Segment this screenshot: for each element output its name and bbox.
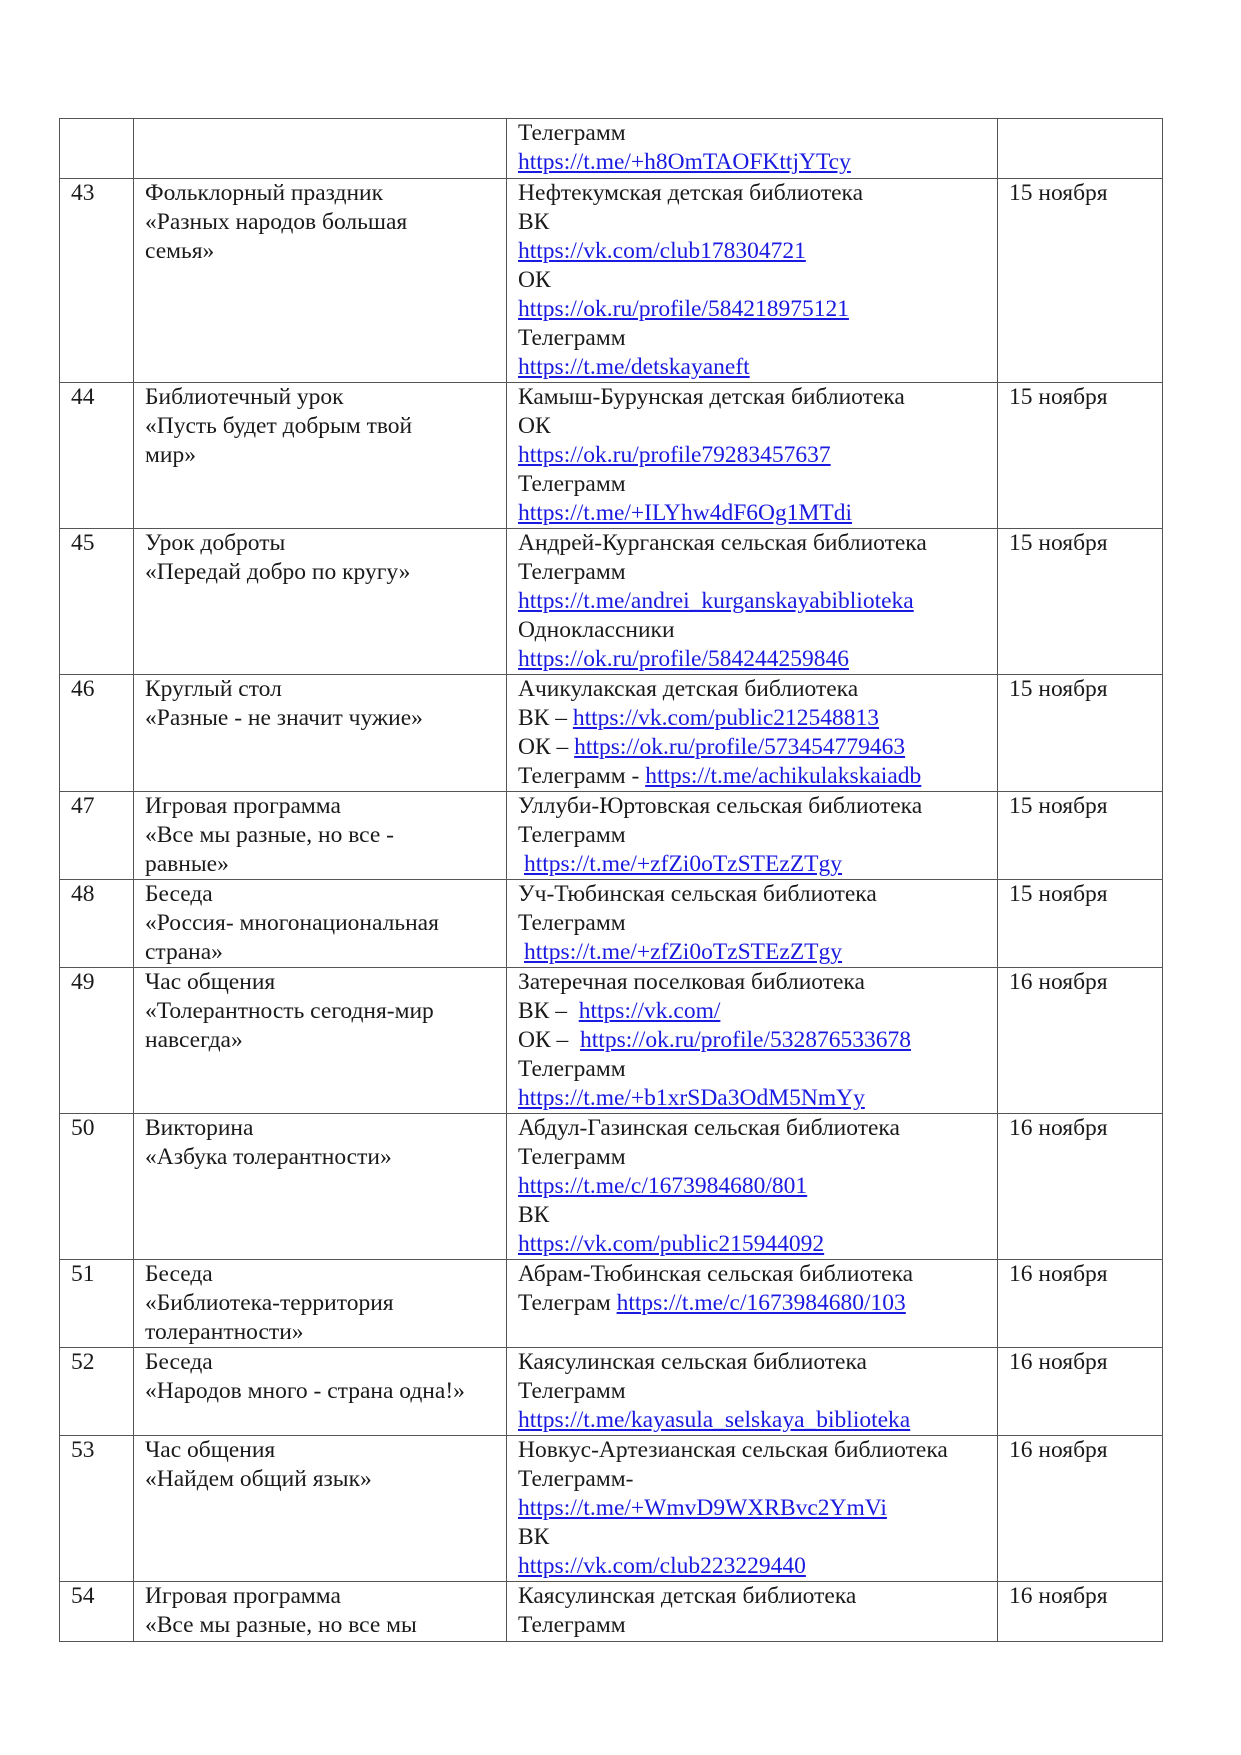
venue-line bbox=[518, 1377, 993, 1406]
social-link[interactable]: https://vk.com/ bbox=[578, 998, 721, 1024]
venue-line bbox=[518, 997, 993, 1026]
venue-line bbox=[518, 1289, 993, 1318]
venue-line bbox=[518, 1260, 993, 1289]
venue-line bbox=[518, 938, 993, 967]
venue-cell bbox=[507, 968, 998, 1114]
social-link[interactable]: https://vk.com/public212548813 bbox=[572, 705, 880, 731]
venue-cell bbox=[507, 529, 998, 675]
venue-line bbox=[518, 383, 993, 412]
event-date: 16 ноября bbox=[998, 1348, 1163, 1436]
venue-line bbox=[518, 1494, 993, 1523]
event-text-line: «Россия- многонациональная bbox=[145, 910, 439, 936]
venue-line bbox=[518, 762, 993, 791]
venue-line bbox=[518, 821, 993, 850]
link-prefix-label: Телеграмм - bbox=[518, 763, 646, 789]
venue-line bbox=[518, 1406, 993, 1435]
event-text-line: Беседа bbox=[145, 1261, 213, 1287]
social-link[interactable]: https://ok.ru/profile/532876533678 bbox=[580, 1027, 911, 1053]
venue-text: Одноклассники bbox=[518, 617, 675, 643]
event-cell bbox=[134, 383, 507, 529]
venue-text: Камыш-Бурунская детская библиотека bbox=[518, 384, 905, 410]
event-text-line: навсегда» bbox=[145, 1027, 243, 1053]
event-text-line: «Найдем общий язык» bbox=[145, 1466, 372, 1492]
event-text-line: мир» bbox=[145, 442, 196, 468]
event-text-line: «Библиотека-территория bbox=[145, 1290, 394, 1316]
table-row bbox=[60, 968, 1163, 1114]
venue-line bbox=[518, 441, 993, 470]
event-text-line: «Все мы разные, но все мы bbox=[145, 1612, 417, 1638]
row-number bbox=[60, 119, 134, 179]
social-link[interactable]: https://t.me/+ILYhw4dF6Og1MTdi bbox=[518, 500, 853, 526]
venue-cell bbox=[507, 792, 998, 880]
social-link[interactable]: https://ok.ru/profile/584244259846 bbox=[518, 646, 849, 672]
table-row bbox=[60, 383, 1163, 529]
venue-line bbox=[518, 1552, 993, 1581]
event-text-line: Фольклорный праздник bbox=[145, 180, 384, 206]
venue-text: Андрей-Курганская сельская библиотека bbox=[518, 530, 927, 556]
event-cell bbox=[134, 1260, 507, 1348]
table-row bbox=[60, 880, 1163, 968]
social-link[interactable]: https://t.me/achikulakskaiadb bbox=[645, 763, 922, 789]
venue-cell bbox=[507, 1348, 998, 1436]
venue-line bbox=[518, 1436, 993, 1465]
venue-line bbox=[518, 208, 993, 237]
social-link[interactable]: https://t.me/c/1673984680/801 bbox=[518, 1173, 808, 1199]
event-date: 15 ноября bbox=[998, 880, 1163, 968]
row-number: 44 bbox=[60, 383, 134, 529]
event-date: 16 ноября bbox=[998, 1260, 1163, 1348]
venue-cell bbox=[507, 119, 998, 179]
row-number: 53 bbox=[60, 1436, 134, 1582]
venue-text: Затеречная поселковая библиотека bbox=[518, 969, 865, 995]
events-table-body bbox=[60, 119, 1163, 1642]
venue-line bbox=[518, 880, 993, 909]
event-text-line: «Разных народов большая bbox=[145, 209, 408, 235]
events-table bbox=[59, 118, 1163, 1642]
link-prefix-label: Телеграм bbox=[518, 1290, 617, 1316]
venue-text: Телеграмм- bbox=[518, 1466, 634, 1492]
table-row bbox=[60, 675, 1163, 792]
venue-line bbox=[518, 1026, 993, 1055]
venue-text: Телеграмм bbox=[518, 1144, 626, 1170]
social-link[interactable]: https://t.me/+WmvD9WXRBvc2YmVi bbox=[518, 1495, 887, 1521]
venue-text: Телеграмм bbox=[518, 1612, 626, 1638]
event-text-line: «Народов много - страна одна!» bbox=[145, 1378, 465, 1404]
table-row bbox=[60, 1582, 1163, 1642]
event-cell bbox=[134, 968, 507, 1114]
event-text-line: страна» bbox=[145, 939, 223, 965]
event-date: 15 ноября bbox=[998, 675, 1163, 792]
link-prefix-label: ВК – bbox=[518, 705, 573, 731]
table-row bbox=[60, 792, 1163, 880]
venue-text: ВК bbox=[518, 1524, 550, 1550]
venue-line bbox=[518, 1348, 993, 1377]
venue-line bbox=[518, 968, 993, 997]
venue-text: Нефтекумская детская библиотека bbox=[518, 180, 864, 206]
event-cell bbox=[134, 792, 507, 880]
event-date: 16 ноября bbox=[998, 1114, 1163, 1260]
event-text-line: Игровая программа bbox=[145, 793, 341, 819]
venue-line bbox=[518, 675, 993, 704]
venue-text: Уч-Тюбинская сельская библиотека bbox=[518, 881, 877, 907]
social-link[interactable]: https://ok.ru/profile/573454779463 bbox=[574, 734, 906, 760]
row-number: 54 bbox=[60, 1582, 134, 1642]
venue-line bbox=[518, 587, 993, 616]
venue-line bbox=[518, 412, 993, 441]
venue-line bbox=[518, 1230, 993, 1259]
link-prefix-label: ОК – bbox=[518, 734, 575, 760]
venue-text: ВК bbox=[518, 209, 550, 235]
venue-cell bbox=[507, 1260, 998, 1348]
venue-text: Телеграмм bbox=[518, 1378, 626, 1404]
venue-line bbox=[518, 237, 993, 266]
event-text-line: «Азбука толерантности» bbox=[145, 1144, 392, 1170]
event-text-line: Час общения bbox=[145, 1437, 276, 1463]
venue-line bbox=[518, 733, 993, 762]
social-link[interactable]: https://t.me/+h8OmTAOFKttjYTcy bbox=[518, 149, 851, 175]
venue-text: ОК bbox=[518, 267, 551, 293]
social-link[interactable]: https://vk.com/club223229440 bbox=[518, 1553, 806, 1579]
table-row bbox=[60, 119, 1163, 179]
venue-cell bbox=[507, 383, 998, 529]
event-date: 15 ноября bbox=[998, 179, 1163, 383]
venue-cell bbox=[507, 1436, 998, 1582]
venue-text: Абрам-Тюбинская сельская библиотека bbox=[518, 1261, 914, 1287]
event-text-line: Игровая программа bbox=[145, 1583, 341, 1609]
venue-text: Уллуби-Юртовская сельская библиотека bbox=[518, 793, 923, 819]
event-date: 15 ноября bbox=[998, 792, 1163, 880]
venue-line bbox=[518, 295, 993, 324]
social-link[interactable]: https://ok.ru/profile79283457637 bbox=[518, 442, 831, 468]
social-link[interactable]: https://t.me/+b1xrSDa3OdM5NmYy bbox=[518, 1085, 865, 1111]
social-link[interactable]: https://vk.com/club178304721 bbox=[518, 238, 806, 264]
venue-line bbox=[518, 529, 993, 558]
event-date: 16 ноября bbox=[998, 1436, 1163, 1582]
venue-line bbox=[518, 179, 993, 208]
social-link[interactable]: https://ok.ru/profile/584218975121 bbox=[518, 296, 849, 322]
event-text-line: «Толерантность сегодня-мир bbox=[145, 998, 434, 1024]
event-text-line: Беседа bbox=[145, 881, 213, 907]
row-number: 45 bbox=[60, 529, 134, 675]
venue-text: Каясулинская детская библиотека bbox=[518, 1583, 857, 1609]
event-date: 15 ноября bbox=[998, 383, 1163, 529]
event-text-line: семья» bbox=[145, 238, 215, 264]
venue-line bbox=[518, 1465, 993, 1494]
link-prefix-label: ВК – bbox=[518, 998, 579, 1024]
venue-text: ОК bbox=[518, 413, 551, 439]
event-cell bbox=[134, 1348, 507, 1436]
venue-line bbox=[518, 1172, 993, 1201]
venue-text: Телеграмм bbox=[518, 471, 626, 497]
social-link[interactable]: https://vk.com/public215944092 bbox=[518, 1231, 825, 1257]
venue-text: Телеграмм bbox=[518, 120, 626, 146]
row-number: 43 bbox=[60, 179, 134, 383]
event-cell bbox=[134, 179, 507, 383]
venue-line bbox=[518, 558, 993, 587]
event-text-line: Беседа bbox=[145, 1349, 213, 1375]
social-link[interactable]: https://t.me/+zfZi0oTzSTEzZTgy bbox=[524, 939, 843, 965]
venue-line bbox=[518, 1143, 993, 1172]
event-cell bbox=[134, 1114, 507, 1260]
event-text-line: «Передай добро по кругу» bbox=[145, 559, 411, 585]
row-number: 50 bbox=[60, 1114, 134, 1260]
row-number: 47 bbox=[60, 792, 134, 880]
venue-cell bbox=[507, 675, 998, 792]
event-text-line: Библиотечный урок bbox=[145, 384, 344, 410]
table-row bbox=[60, 179, 1163, 383]
venue-line bbox=[518, 266, 993, 295]
social-link[interactable]: https://t.me/+zfZi0oTzSTEzZTgy bbox=[524, 851, 843, 877]
event-date: 16 ноября bbox=[998, 968, 1163, 1114]
event-date: 15 ноября bbox=[998, 529, 1163, 675]
venue-line bbox=[518, 324, 993, 353]
venue-text: ВК bbox=[518, 1202, 550, 1228]
venue-text: Телеграмм bbox=[518, 559, 626, 585]
venue-line bbox=[518, 909, 993, 938]
table-row bbox=[60, 1114, 1163, 1260]
social-link[interactable]: https://t.me/detskayaneft bbox=[518, 354, 750, 380]
venue-line bbox=[518, 1114, 993, 1143]
venue-line bbox=[518, 1201, 993, 1230]
venue-line bbox=[518, 353, 993, 382]
venue-cell bbox=[507, 880, 998, 968]
event-text-line: равные» bbox=[145, 851, 229, 877]
venue-line bbox=[518, 792, 993, 821]
event-text-line: Урок доброты bbox=[145, 530, 286, 556]
venue-text: Новкус-Артезианская сельская библиотека bbox=[518, 1437, 948, 1463]
venue-line bbox=[518, 616, 993, 645]
venue-cell bbox=[507, 1114, 998, 1260]
event-text-line: Круглый стол bbox=[145, 676, 282, 702]
row-number: 49 bbox=[60, 968, 134, 1114]
venue-cell bbox=[507, 1582, 998, 1642]
event-text-line: «Пусть будет добрым твой bbox=[145, 413, 413, 439]
event-text-line: Час общения bbox=[145, 969, 276, 995]
event-cell bbox=[134, 1582, 507, 1642]
event-date: 16 ноября bbox=[998, 1582, 1163, 1642]
venue-line bbox=[518, 1084, 993, 1113]
event-text-line: «Разные - не значит чужие» bbox=[145, 705, 423, 731]
venue-text: Телеграмм bbox=[518, 1056, 626, 1082]
event-cell bbox=[134, 119, 507, 179]
event-cell bbox=[134, 1436, 507, 1582]
social-link[interactable]: https://t.me/andrei_kurganskayabiblioteka bbox=[518, 588, 914, 614]
event-text-line: толерантности» bbox=[145, 1319, 304, 1345]
venue-text: Ачикулакская детская библиотека bbox=[518, 676, 859, 702]
venue-line bbox=[518, 119, 993, 148]
link-prefix-label: ОК – bbox=[518, 1027, 581, 1053]
venue-text: Каясулинская сельская библиотека bbox=[518, 1349, 867, 1375]
social-link[interactable]: https://t.me/kayasula_selskaya_biblioteka bbox=[518, 1407, 911, 1433]
table-row bbox=[60, 1436, 1163, 1582]
event-date bbox=[998, 119, 1163, 179]
venue-line bbox=[518, 499, 993, 528]
event-cell bbox=[134, 529, 507, 675]
venue-cell bbox=[507, 179, 998, 383]
venue-text: Абдул-Газинская сельская библиотека bbox=[518, 1115, 900, 1141]
venue-line bbox=[518, 645, 993, 674]
venue-line bbox=[518, 470, 993, 499]
venue-text: Телеграмм bbox=[518, 910, 626, 936]
row-number: 46 bbox=[60, 675, 134, 792]
venue-line bbox=[518, 850, 993, 879]
venue-line bbox=[518, 1582, 993, 1611]
venue-line bbox=[518, 1055, 993, 1084]
venue-line bbox=[518, 1611, 993, 1640]
social-link[interactable]: https://t.me/c/1673984680/103 bbox=[616, 1290, 906, 1316]
row-number: 48 bbox=[60, 880, 134, 968]
table-row bbox=[60, 1348, 1163, 1436]
venue-text: Телеграмм bbox=[518, 822, 626, 848]
venue-line bbox=[518, 1523, 993, 1552]
row-number: 51 bbox=[60, 1260, 134, 1348]
venue-text: Телеграмм bbox=[518, 325, 626, 351]
event-cell bbox=[134, 675, 507, 792]
event-cell bbox=[134, 880, 507, 968]
table-row bbox=[60, 1260, 1163, 1348]
row-number: 52 bbox=[60, 1348, 134, 1436]
table-row bbox=[60, 529, 1163, 675]
venue-line bbox=[518, 704, 993, 733]
venue-line bbox=[518, 148, 993, 177]
event-text-line: «Все мы разные, но все - bbox=[145, 822, 394, 848]
event-text-line: Викторина bbox=[145, 1115, 254, 1141]
